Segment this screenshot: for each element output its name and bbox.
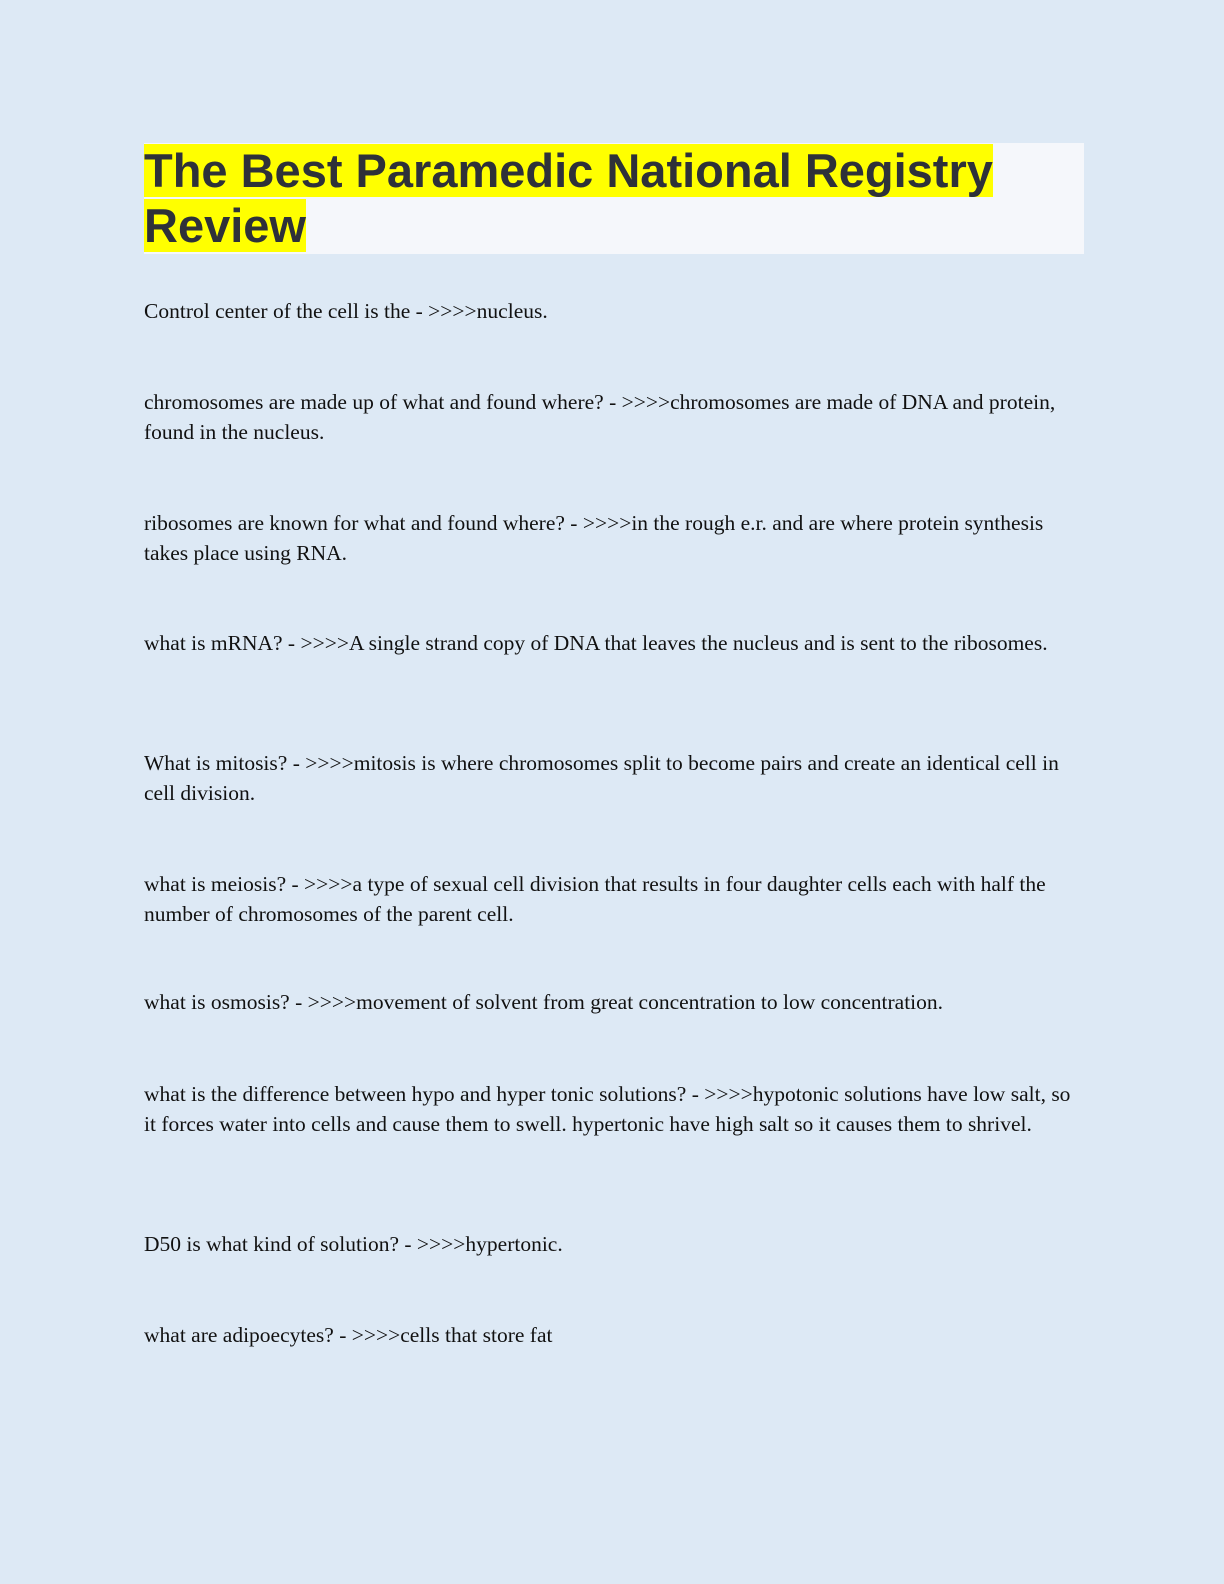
- title-highlight: The Best Paramedic National Registry Review: [144, 144, 993, 252]
- qa-item-10: what are adipoecytes? - >>>>cells that store fat: [144, 1323, 553, 1347]
- qa-item-9: D50 is what kind of solution? - >>>>hypertonic.: [144, 1232, 563, 1256]
- qa-item-1: Control center of the cell is the - >>>>nucleus.: [144, 299, 548, 323]
- qa-item-5: What is mitosis? - >>>>mitosis is where chromosomes split to become pairs and create an identical cell in cell division.: [144, 751, 1059, 805]
- qa-item-4: what is mRNA? - >>>>A single strand copy of DNA that leaves the nucleus and is sent to the ribosomes.: [144, 631, 1048, 655]
- page-title: [144, 143, 1084, 253]
- qa-item-8: what is the difference between hypo and hyper tonic solutions? - >>>>hypotonic solutions have low salt, so it forces water into cells and cause them to swell. hypertonic have high salt so it causes them to shrivel.: [144, 1082, 1071, 1136]
- title-box: [144, 143, 1084, 254]
- qa-item-2: chromosomes are made up of what and found where? - >>>>chromosomes are made of DNA and protein, found in the nucleus.: [144, 390, 1056, 444]
- qa-item-3: ribosomes are known for what and found where? - >>>>in the rough e.r. and are where protein synthesis takes place using RNA.: [144, 511, 1044, 565]
- qa-item-6: what is meiosis? - >>>>a type of sexual cell division that results in four daughter cells each with half the number of chromosomes of the parent cell.: [144, 872, 1046, 926]
- qa-item-7: what is osmosis? - >>>>movement of solvent from great concentration to low concentration.: [144, 990, 944, 1014]
